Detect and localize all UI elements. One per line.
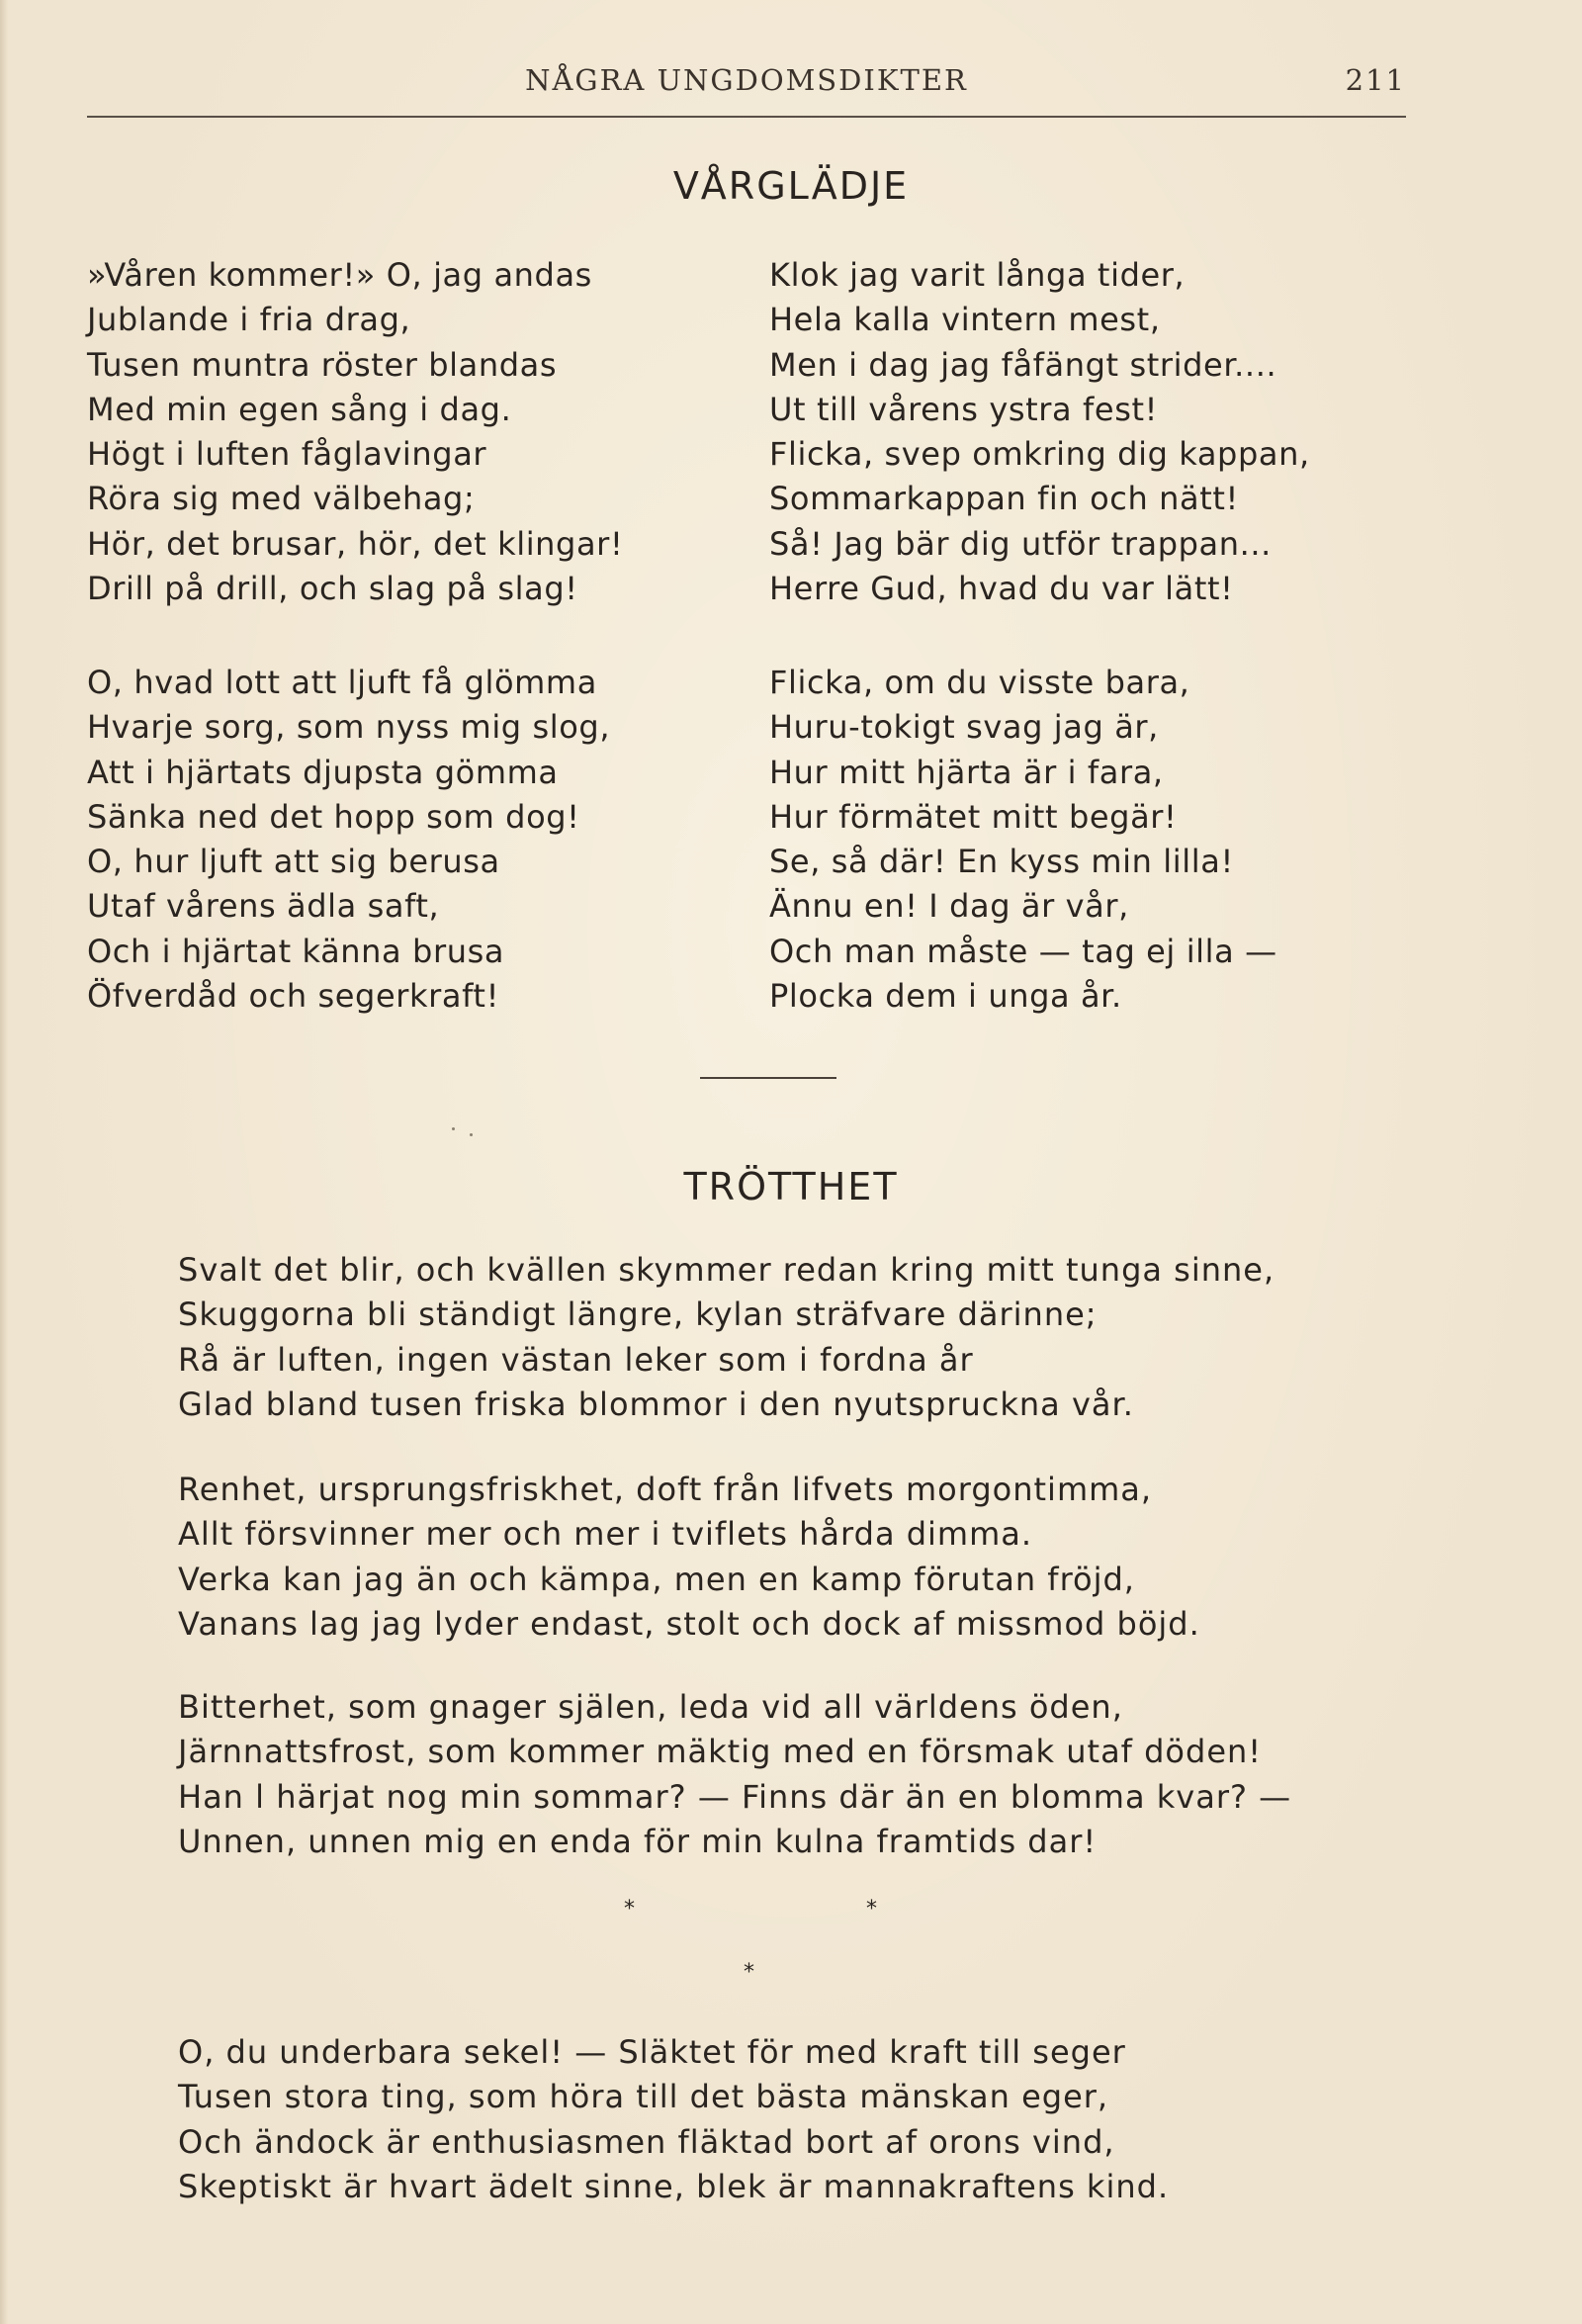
verse-line: Huru-tokigt svag jag är, bbox=[769, 708, 1159, 747]
poem2-stanza-4 bbox=[178, 2030, 1424, 2209]
verse-line: Vanans lag jag lyder endast, stolt och dock af missmod böjd. bbox=[178, 1604, 1200, 1643]
running-head bbox=[87, 63, 1406, 107]
verse-line: Han l härjat nog min sommar? — Finns där än en blomma kvar? — bbox=[178, 1777, 1292, 1816]
paper-speck bbox=[470, 1133, 473, 1136]
verse-line: Röra sig med välbehag; bbox=[87, 480, 476, 518]
verse-line: O, hvad lott att ljuft få glömma bbox=[87, 664, 597, 701]
verse-line: Ut till vårens ystra fest! bbox=[769, 390, 1159, 428]
verse-line: Och ändock är enthusiasmen fläktad bort af orons vind, bbox=[178, 2122, 1115, 2161]
verse-line: Svalt det blir, och kvällen skymmer redan kring mitt tunga sinne, bbox=[178, 1251, 1275, 1289]
verse-line: Tusen muntra röster blandas bbox=[87, 345, 558, 384]
verse-line: Se, så där! En kyss min lilla! bbox=[769, 843, 1234, 881]
poem2-stanza-1 bbox=[178, 1248, 1424, 1427]
verse-line: Hur förmätet mitt begär! bbox=[769, 797, 1178, 836]
verse-line: O, hur ljuft att sig berusa bbox=[87, 843, 500, 881]
verse-line: »Våren kommer!» O, jag andas bbox=[87, 256, 592, 294]
asterism-star: * bbox=[866, 1897, 877, 1922]
verse-line: Herre Gud, hvad du var lätt! bbox=[769, 570, 1234, 608]
verse-line: Glad bland tusen friska blommor i den nyutspruckna vår. bbox=[178, 1385, 1134, 1423]
verse-line: Sänka ned det hopp som dog! bbox=[87, 797, 580, 836]
verse-line: Och man måste — tag ej illa — bbox=[769, 932, 1277, 970]
verse-line: Men i dag jag fåfängt strider.... bbox=[769, 345, 1277, 384]
verse-line: Att i hjärtats djupsta gömma bbox=[87, 753, 559, 791]
verse-line: O, du underbara sekel! — Släktet för med kraft till seger bbox=[178, 2033, 1126, 2071]
verse-line: Utaf vårens ädla saft, bbox=[87, 887, 440, 926]
verse-line: Hvarje sorg, som nyss mig slog, bbox=[87, 708, 611, 747]
verse-line: Sommarkappan fin och nätt! bbox=[769, 480, 1239, 518]
verse-line: Skuggorna bli ständigt längre, kylan sträfvare därinne; bbox=[178, 1296, 1098, 1334]
verse-line: Bitterhet, som gnager själen, leda vid all världens öden, bbox=[178, 1688, 1123, 1726]
poem-title-varglädje: VÅRGLÄDJE bbox=[672, 164, 910, 208]
section-divider bbox=[700, 1077, 836, 1079]
verse-line: Drill på drill, och slag på slag! bbox=[87, 570, 578, 608]
verse-line: Renhet, ursprungsfriskhet, doft från lifvets morgontimma, bbox=[178, 1471, 1153, 1508]
poem1-stanza-1 bbox=[87, 253, 720, 611]
verse-line: Klok jag varit långa tider, bbox=[769, 256, 1186, 294]
verse-line: Hör, det brusar, hör, det klingar! bbox=[87, 524, 624, 563]
page-number: 211 bbox=[1345, 63, 1406, 97]
poem1-stanza-3 bbox=[87, 661, 720, 1019]
verse-line: Tusen stora ting, som höra till det bästa mänskan eger, bbox=[178, 2078, 1109, 2116]
poem1-stanza-4 bbox=[769, 661, 1402, 1019]
verse-line: Öfverdåd och segerkraft! bbox=[87, 977, 499, 1016]
verse-line: Högt i luften fåglavingar bbox=[87, 435, 487, 474]
header-rule bbox=[87, 116, 1406, 118]
poem2-stanza-3 bbox=[178, 1685, 1424, 1864]
asterism-star: * bbox=[744, 1960, 754, 1985]
asterism-star: * bbox=[624, 1897, 635, 1922]
verse-line: Flicka, om du visste bara, bbox=[769, 664, 1190, 701]
running-title: NÅGRA UNGDOMSDIKTER bbox=[525, 63, 968, 97]
verse-line: Verka kan jag än och kämpa, men en kamp förutan fröjd, bbox=[178, 1560, 1135, 1598]
verse-line: Med min egen sång i dag. bbox=[87, 390, 512, 428]
page-edge-shadow bbox=[0, 0, 8, 2324]
verse-line: Allt försvinner mer och mer i tviflets hårda dimma. bbox=[178, 1515, 1033, 1554]
verse-line: Unnen, unnen mig en enda för min kulna framtids dar! bbox=[178, 1822, 1098, 1860]
verse-line: Och i hjärtat känna brusa bbox=[87, 932, 505, 970]
verse-line: Skeptiskt är hvart ädelt sinne, blek är mannakraftens kind. bbox=[178, 2167, 1170, 2205]
verse-line: Flicka, svep omkring dig kappan, bbox=[769, 435, 1310, 474]
verse-line: Plocka dem i unga år. bbox=[769, 977, 1122, 1016]
verse-line: Hela kalla vintern mest, bbox=[769, 301, 1161, 339]
verse-line: Ännu en! I dag är vår, bbox=[769, 887, 1129, 926]
paper-speck bbox=[452, 1127, 455, 1130]
verse-line: Jublande i fria drag, bbox=[87, 301, 411, 339]
verse-line: Så! Jag bär dig utför trappan... bbox=[769, 524, 1272, 563]
verse-line: Järnnattsfrost, som kommer mäktig med en försmak utaf döden! bbox=[178, 1733, 1263, 1771]
poem1-stanza-2 bbox=[769, 253, 1402, 611]
poem-title-trotthet: TRÖTTHET bbox=[683, 1165, 899, 1208]
poem2-stanza-2 bbox=[178, 1468, 1424, 1647]
verse-line: Hur mitt hjärta är i fara, bbox=[769, 753, 1164, 791]
verse-line: Rå är luften, ingen västan leker som i fordna år bbox=[178, 1340, 974, 1379]
